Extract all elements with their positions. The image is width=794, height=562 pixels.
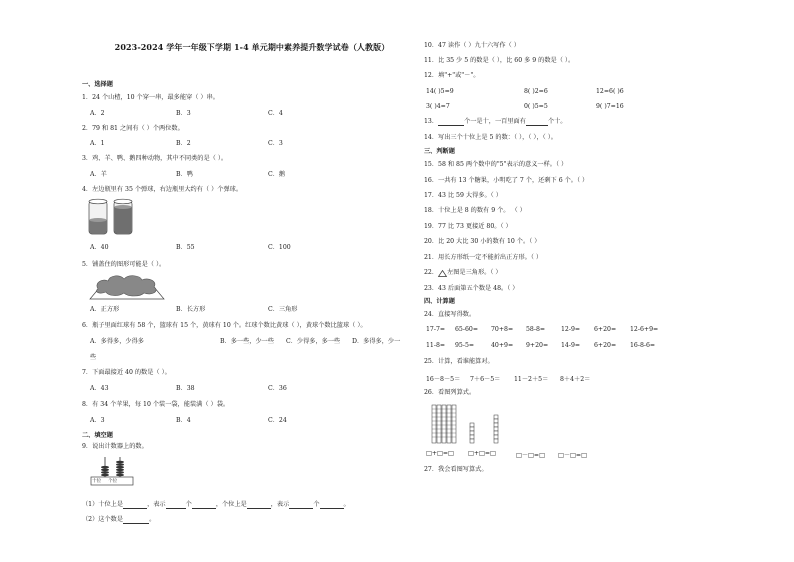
q25-item: 11－2＋5＝ bbox=[514, 376, 549, 383]
triangle-shape-icon bbox=[438, 270, 447, 277]
question-18: 18．十位上是 8 的数有 9 个。 （ ） bbox=[424, 207, 526, 214]
q3-option-b: B．鸭 bbox=[176, 171, 193, 178]
q12-row1-item2: 8( )2=6 bbox=[524, 88, 548, 95]
section-calc-heading: 四、计算题 bbox=[424, 298, 455, 305]
question-12: 12．填"+"或"－"。 bbox=[424, 72, 480, 79]
q7-option-c: C．36 bbox=[268, 385, 287, 392]
question-9: 9．说出计数器上的数。 bbox=[82, 443, 148, 450]
q6-option-c: C．少得多，多一些 bbox=[286, 338, 341, 345]
q4-option-b: B．55 bbox=[176, 244, 195, 251]
ones-digit-blank[interactable] bbox=[247, 503, 271, 509]
calc-item: 9+20= bbox=[526, 342, 549, 349]
section-judge-heading: 三、判断题 bbox=[424, 148, 455, 155]
tens-unit-blank[interactable] bbox=[192, 503, 216, 509]
calc-item: 14-9= bbox=[561, 342, 581, 349]
q3-option-c: C．鹅 bbox=[268, 171, 286, 178]
marble-jars-image bbox=[88, 198, 136, 238]
q12-row2-item3: 9( )7=16 bbox=[596, 103, 624, 110]
question-27: 27．我会看图写算式。 bbox=[424, 466, 488, 473]
tens-value-blank[interactable] bbox=[166, 503, 186, 509]
calc-item: 12-6+9= bbox=[630, 326, 659, 333]
q1-option-c: C．4 bbox=[268, 110, 283, 117]
left-jar-icon bbox=[89, 199, 107, 234]
calc-item: 58-8= bbox=[526, 326, 546, 333]
question-20: 20．比 20 大比 30 小的数有 10 个。（ ） bbox=[424, 238, 541, 245]
right-jar-icon bbox=[114, 199, 132, 234]
question-13: 13． 个一是十，一百里面有 个十。 bbox=[424, 118, 567, 125]
q8-option-c: C．24 bbox=[268, 417, 287, 424]
calc-item: 95-5= bbox=[455, 342, 475, 349]
q8-option-a: A．3 bbox=[90, 417, 105, 424]
q13-blank-2[interactable] bbox=[526, 120, 548, 126]
q1-option-b: B．3 bbox=[176, 110, 191, 117]
calc-item: 6+20= bbox=[594, 326, 617, 333]
ones-unit-blank[interactable] bbox=[320, 503, 344, 509]
q2-option-c: C．3 bbox=[268, 140, 283, 147]
q7-option-b: B．38 bbox=[176, 385, 195, 392]
q5-option-a: A．正方形 bbox=[90, 306, 120, 313]
question-2: 2．79 和 81 之间有（ ）个两位数。 bbox=[82, 125, 184, 132]
question-5: 5．铺盖住的图形可能是（ ）。 bbox=[82, 261, 166, 268]
question-19: 19．77 比 73 更接近 80。（ ） bbox=[424, 223, 512, 230]
question-26: 26．看图列算式。 bbox=[424, 389, 476, 396]
q12-row1-item1: 14( )5=9 bbox=[426, 88, 454, 95]
question-22: 22． 左图是三角形。（ ） bbox=[424, 269, 502, 276]
question-10: 10．47 读作（ ）九十六写作（ ） bbox=[424, 42, 520, 49]
q25-item: 16－8－5＝ bbox=[426, 376, 461, 383]
q6-option-a: A．多得多，少得多 bbox=[90, 338, 144, 345]
question-9-part-2: （2）这个数是 。 bbox=[82, 516, 156, 523]
cloud-cover-image bbox=[88, 273, 168, 301]
q25-item: 7＋6－5＝ bbox=[470, 376, 501, 383]
question-1: 1．24 个山楂，10 个穿一串，最多能穿（ ）串。 bbox=[82, 94, 219, 101]
question-9-part-1: （1）十位上是 ，表示 个 ，个位上是 ，表示 个 。 bbox=[82, 501, 350, 508]
question-23: 23．43 后面第五个数是 48。（ ） bbox=[424, 285, 519, 292]
section-fill-heading: 二、填空题 bbox=[82, 432, 113, 439]
q6-option-b: B．多一些，少一些 bbox=[220, 338, 275, 345]
q12-row2-item2: 0( )5=5 bbox=[524, 103, 548, 110]
question-3: 3．鸡、羊、鸭、鹅四种动物，其中不同类的是（ ）。 bbox=[82, 155, 228, 162]
question-7: 7．下面最接近 40 的数是（ ）。 bbox=[82, 369, 171, 376]
q26-equation: □+□=□ bbox=[426, 450, 454, 457]
ones-value-blank[interactable] bbox=[289, 503, 313, 509]
question-21: 21．用长方形纸一定不能折出正方形。（ ） bbox=[424, 254, 543, 261]
q3-option-a: A．羊 bbox=[90, 171, 107, 178]
question-17: 17．43 比 59 大得多。（ ） bbox=[424, 192, 502, 199]
q1-option-a: A．2 bbox=[90, 110, 105, 117]
q7-option-a: A．43 bbox=[90, 385, 109, 392]
section-choice-heading: 一、选择题 bbox=[82, 81, 113, 88]
calc-item: 16-8-6= bbox=[630, 342, 656, 349]
question-6: 6．瓶子里面红球有 58 个，篮球有 15 个，黄球有 10 个。红球个数比黄球（ ），黄球个数比篮球（ ）。 bbox=[82, 322, 367, 329]
calc-item: 11-8= bbox=[426, 342, 446, 349]
question-24: 24．直接写得数。 bbox=[424, 311, 476, 318]
abacus-ones-label: 个位 bbox=[108, 479, 118, 484]
question-4: 4．左边瓶里有 35 个弹球，右边瓶里大约有（ ）个弹球。 bbox=[82, 186, 243, 193]
q8-option-b: B．4 bbox=[176, 417, 191, 424]
q25-item: 8＋4＋2＝ bbox=[560, 376, 591, 383]
counting-blocks-image bbox=[430, 401, 504, 445]
calc-item: 40+9= bbox=[491, 342, 514, 349]
tens-beads bbox=[101, 466, 109, 476]
calc-item: 65-60= bbox=[455, 326, 479, 333]
question-15: 15．58 和 85 两个数中的"5"表示的意义一样。（ ） bbox=[424, 161, 568, 168]
calc-item: 12-9= bbox=[561, 326, 581, 333]
q5-option-b: B．长方形 bbox=[176, 306, 206, 313]
abacus-tens-label: 十位 bbox=[92, 479, 102, 484]
q26-equation: □－□=□ bbox=[558, 452, 587, 459]
question-16: 16．一共有 13 个糖果，小明吃了 7 个，还剩下 6 个。（ ） bbox=[424, 177, 589, 184]
q5-option-c: C．三角形 bbox=[268, 306, 298, 313]
ten-rods bbox=[432, 405, 456, 443]
tens-digit-blank[interactable] bbox=[123, 503, 147, 509]
q26-equation: □－□=□ bbox=[516, 452, 545, 459]
calc-item: 17-7= bbox=[426, 326, 446, 333]
question-8: 8．有 34 个苹果，每 10 个装一袋，能装满（ ）袋。 bbox=[82, 401, 230, 408]
q4-option-a: A．40 bbox=[90, 244, 109, 251]
question-11: 11．比 35 少 5 的数是（ ），比 60 多 9 的数是（ ）。 bbox=[424, 57, 575, 64]
q12-row2-item1: 3( )4=7 bbox=[426, 103, 450, 110]
q6-option-d: D．多得多，少一 bbox=[352, 338, 401, 345]
q12-row1-item3: 12=6( )6 bbox=[596, 88, 624, 95]
number-blank[interactable] bbox=[123, 518, 149, 524]
exam-title: 2023-2024 学年一年级下学期 1-4 单元期中素养提升数学试卷（人教版） bbox=[114, 42, 390, 52]
calc-item: 6+20= bbox=[594, 342, 617, 349]
q26-equation: □+□=□ bbox=[468, 450, 496, 457]
q2-option-a: A．1 bbox=[90, 140, 105, 147]
question-14: 14．写出三个十位上是 5 的数：（ ），（ ），（ ）。 bbox=[424, 134, 557, 141]
question-25: 25．计算，看谁能算对。 bbox=[424, 358, 494, 365]
q2-option-b: B．2 bbox=[176, 140, 191, 147]
calc-item: 70+8= bbox=[491, 326, 514, 333]
q4-option-c: C．100 bbox=[268, 244, 291, 251]
q6-option-d-continued: 些 bbox=[90, 354, 97, 361]
unit-cubes bbox=[470, 415, 498, 443]
q13-blank-1[interactable] bbox=[438, 120, 464, 126]
